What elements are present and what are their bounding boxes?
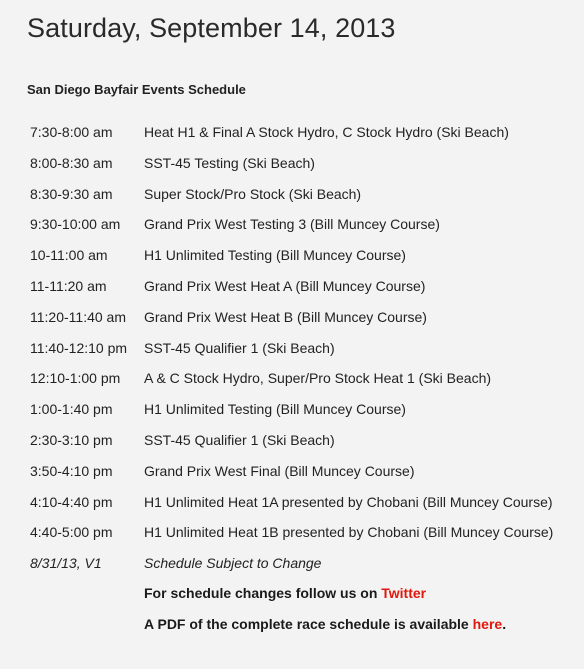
schedule-row — [30, 460, 584, 491]
schedule-time: 4:10-4:40 pm — [30, 493, 113, 510]
schedule-note-row — [30, 552, 584, 583]
schedule-subheading: San Diego Bayfair Events Schedule — [27, 82, 246, 97]
schedule-row — [30, 183, 584, 214]
schedule-event: Heat H1 & Final A Stock Hydro, C Stock Hydro (Ski Beach) — [144, 124, 509, 140]
schedule-time: 11-11:20 am — [30, 277, 107, 294]
pdf-text: A PDF of the complete race schedule is available — [144, 616, 473, 632]
schedule-row — [30, 152, 584, 183]
schedule-event: Super Stock/Pro Stock (Ski Beach) — [144, 185, 362, 202]
schedule-time: 10-11:00 am — [30, 247, 108, 264]
schedule-row — [30, 429, 584, 460]
schedule-time: 12:10-1:00 pm — [30, 370, 121, 387]
schedule-event: A & C Stock Hydro, Super/Pro Stock Heat 1 (Ski Beach) — [144, 370, 492, 387]
schedule-time: 8:00-8:30 am — [30, 154, 113, 171]
schedule-row — [30, 244, 584, 275]
schedule-time: 2:30-3:10 pm — [30, 431, 113, 448]
schedule-event: H1 Unlimited Heat 1B presented by Chobani (Bill Muncey Course) — [144, 524, 554, 541]
twitter-link[interactable]: Twitter — [381, 585, 427, 601]
schedule-time: 11:20-11:40 am — [30, 308, 126, 325]
schedule-time: 11:40-12:10 pm — [30, 339, 128, 356]
schedule-version: 8/31/13, V1 — [30, 555, 102, 572]
schedule-row — [30, 306, 584, 337]
schedule-row — [30, 521, 584, 552]
schedule-row — [30, 367, 584, 398]
schedule-time: 4:40-5:00 pm — [30, 524, 113, 541]
schedule-event: H1 Unlimited Testing (Bill Muncey Course) — [144, 401, 406, 418]
schedule-row — [30, 121, 584, 152]
schedule-row — [30, 491, 584, 522]
schedule-row — [30, 275, 584, 306]
follow-notice — [144, 585, 426, 601]
schedule-event: Grand Prix West Final (Bill Muncey Course) — [144, 462, 415, 479]
schedule-event: Grand Prix West Heat B (Bill Muncey Course) — [144, 308, 427, 325]
schedule-row — [30, 398, 584, 429]
schedule-row — [30, 337, 584, 368]
schedule-row — [30, 213, 584, 244]
date-heading: Saturday, September 14, 2013 — [27, 13, 396, 43]
schedule-time: 1:00-1:40 pm — [30, 401, 113, 418]
schedule-change-note: Schedule Subject to Change — [144, 555, 322, 572]
schedule-event: H1 Unlimited Testing (Bill Muncey Course) — [144, 247, 406, 264]
schedule-time: 7:30-8:00 am — [30, 124, 113, 140]
pdf-period: . — [502, 616, 507, 632]
follow-text: For schedule changes follow us on — [144, 585, 382, 601]
schedule-event: Grand Prix West Heat A (Bill Muncey Course) — [144, 277, 426, 294]
pdf-here-link[interactable]: here — [472, 616, 503, 632]
schedule-event: SST-45 Testing (Ski Beach) — [144, 154, 315, 171]
schedule-event: H1 Unlimited Heat 1A presented by Chobani (Bill Muncey Course) — [144, 493, 553, 510]
schedule-time: 3:50-4:10 pm — [30, 462, 113, 479]
pdf-notice — [144, 616, 506, 632]
schedule-table — [30, 121, 584, 583]
schedule-time: 9:30-10:00 am — [30, 216, 121, 233]
schedule-time: 8:30-9:30 am — [30, 185, 113, 202]
schedule-event: SST-45 Qualifier 1 (Ski Beach) — [144, 431, 335, 448]
schedule-event: Grand Prix West Testing 3 (Bill Muncey Course) — [144, 216, 440, 233]
schedule-event: SST-45 Qualifier 1 (Ski Beach) — [144, 339, 335, 356]
